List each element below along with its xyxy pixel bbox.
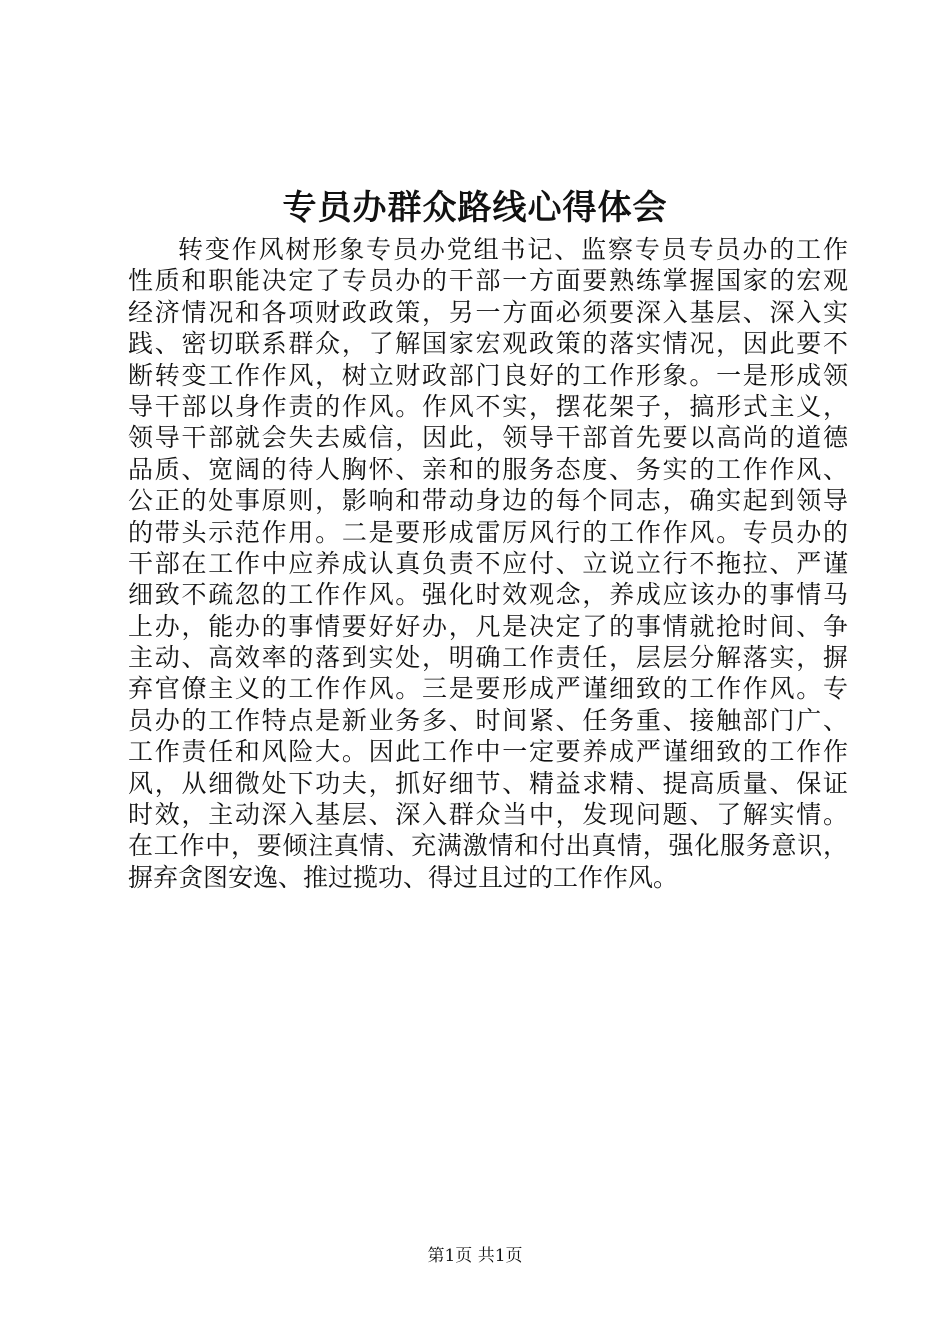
document-body <box>128 234 848 893</box>
body-line: 弃官僚主义的工作作风。三是要形成严谨细致的工作作风。专 <box>128 674 848 704</box>
body-line: 领导干部就会失去威信，因此，领导干部首先要以高尚的道德 <box>128 423 848 453</box>
body-line: 细致不疏忽的工作作风。强化时效观念，养成应该办的事情马 <box>128 580 848 610</box>
body-line: 品质、宽阔的待人胸怀、亲和的服务态度、务实的工作作风、 <box>128 454 848 484</box>
body-line: 在工作中，要倾注真情、充满激情和付出真情，强化服务意识， <box>128 831 848 861</box>
body-line: 员办的工作特点是新业务多、时间紧、任务重、接触部门广、 <box>128 705 848 735</box>
body-line: 经济情况和各项财政政策，另一方面必须要深入基层、深入实 <box>128 297 848 327</box>
body-line: 摒弃贪图安逸、推过揽功、得过且过的工作作风。 <box>128 862 679 892</box>
document-title: 专员办群众路线心得体会 <box>282 188 668 228</box>
body-line: 主动、高效率的落到实处，明确工作责任，层层分解落实，摒 <box>128 643 848 673</box>
body-line: 的带头示范作用。二是要形成雷厉风行的工作作风。专员办的 <box>128 517 848 547</box>
body-line: 风，从细微处下功夫，抓好细节、精益求精、提高质量、保证 <box>128 768 848 798</box>
body-line: 转变作风树形象专员办党组书记、监察专员专员办的工作 <box>178 235 848 264</box>
body-line: 干部在工作中应养成认真负责不应付、立说立行不拖拉、严谨 <box>128 548 848 578</box>
body-line: 践、密切联系群众，了解国家宏观政策的落实情况，因此要不 <box>128 329 848 359</box>
body-line: 导干部以身作责的作风。作风不实，摆花架子，搞形式主义， <box>128 391 848 421</box>
page-footer: 第1页 共1页 <box>427 1246 523 1266</box>
body-line: 工作责任和风险大。因此工作中一定要养成严谨细致的工作作 <box>128 737 848 767</box>
body-line: 断转变工作作风，树立财政部门良好的工作形象。一是形成领 <box>128 360 848 390</box>
body-line: 时效，主动深入基层、深入群众当中，发现问题、了解实情。 <box>128 800 848 830</box>
body-line: 公正的处事原则，影响和带动身边的每个同志，确实起到领导 <box>128 486 848 516</box>
body-line: 上办，能办的事情要好好办，凡是决定了的事情就抢时间、争 <box>128 611 848 641</box>
body-line: 性质和职能决定了专员办的干部一方面要熟练掌握国家的宏观 <box>128 266 848 296</box>
